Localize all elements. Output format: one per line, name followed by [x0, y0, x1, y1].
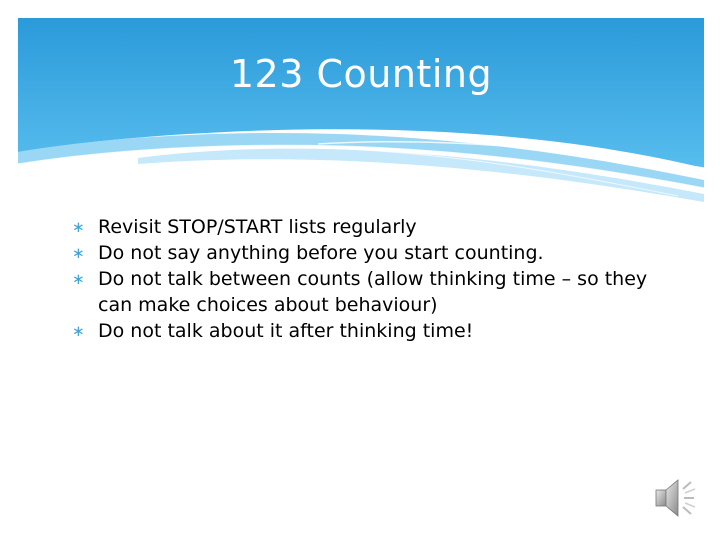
bullet-icon: ∗	[72, 244, 85, 262]
bullet-text: Do not talk about it after thinking time!	[98, 320, 474, 342]
bullet-item	[72, 240, 662, 266]
bullet-item	[72, 266, 662, 318]
bullet-icon: ∗	[72, 322, 85, 340]
bullet-item	[72, 318, 662, 344]
bullet-icon: ∗	[72, 270, 85, 288]
bullet-text: Do not talk between counts (allow thinking time – so they can make choices about behaviour)	[98, 268, 648, 316]
bullet-text: Do not say anything before you start counting.	[98, 242, 544, 264]
title-banner	[18, 18, 704, 208]
bullet-text: Revisit STOP/START lists regularly	[98, 216, 417, 238]
bullet-list	[72, 214, 662, 344]
speaker-icon[interactable]	[650, 470, 706, 526]
slide-title: 123 Counting	[229, 52, 493, 96]
bullet-item	[72, 214, 662, 240]
banner-graphic	[18, 18, 704, 208]
speaker-graphic	[650, 470, 706, 526]
bullet-icon: ∗	[72, 218, 85, 236]
